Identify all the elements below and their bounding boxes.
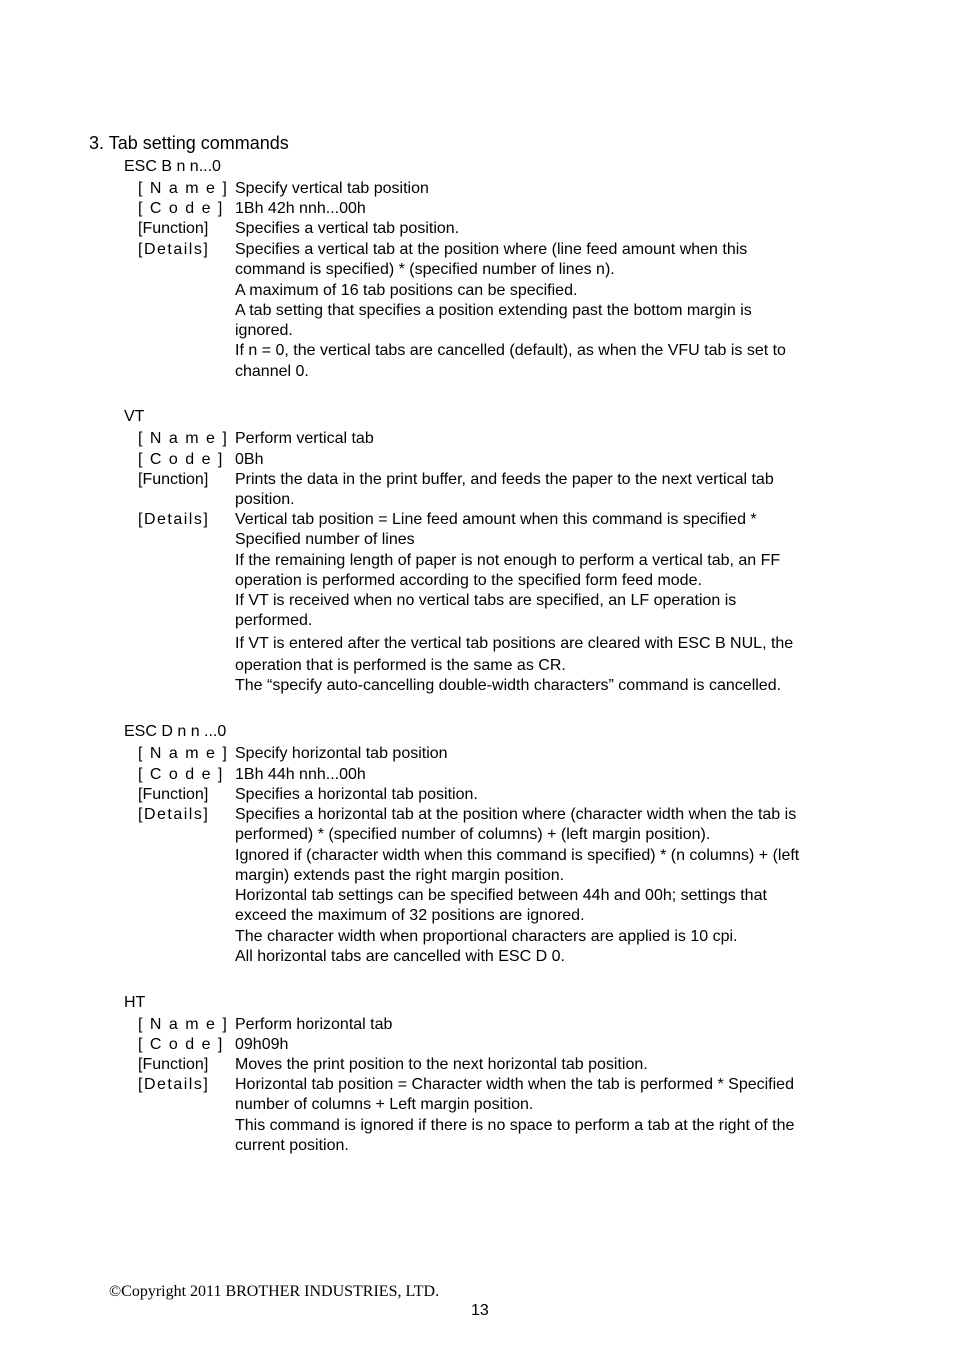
details-line: If n = 0, the vertical tabs are cancelled (default), as when the VFU tab is set to [235,342,786,360]
details-line: Horizontal tab settings can be specified between 44h and 00h; settings that [235,887,767,905]
details-line: If VT is entered after the vertical tab positions are cleared with ESC B NUL, the [235,634,794,652]
function-label: [Function] [138,786,209,803]
code-label: [ C o d e ] [138,200,224,217]
function-line: Moves the print position to the next horizontal tab position. [235,1056,648,1073]
details-line: Ignored if (character width when this command is specified) * (n columns) + (left [235,846,800,864]
name-label: [ N a m e ] [138,1016,229,1033]
details-label: [Details] [138,241,210,258]
details-line: Specifies a horizontal tab at the position where (character width when the tab is [235,806,797,823]
function-label: [Function] [138,471,209,488]
copyright-notice: ©Copyright 2011 BROTHER INDUSTRIES, LTD. [109,1283,440,1300]
name-text: Specify vertical tab position [235,180,429,197]
details-line: A maximum of 16 tab positions can be specified. [235,281,578,299]
details-line: Horizontal tab position = Character width when the tab is performed * Specified [235,1076,794,1093]
code-label: [ C o d e ] [138,766,224,783]
details-line: If VT is received when no vertical tabs are specified, an LF operation is [235,592,737,610]
function-row [138,785,868,805]
command-title: VT [124,408,145,425]
details-line: margin) extends past the right margin position. [235,866,565,884]
details-line: All horizontal tabs are cancelled with ESC D 0. [235,948,565,966]
function-row [138,219,868,239]
function-line: Specifies a horizontal tab position. [235,786,478,803]
details-row [138,510,868,697]
command-title: ESC B n n...0 [124,158,221,175]
details-line: channel 0. [235,362,309,380]
details-label: [Details] [138,806,210,823]
details-line: If the remaining length of paper is not enough to perform a vertical tab, an FF [235,551,781,569]
details-row [138,1075,868,1156]
function-label: [Function] [138,220,209,237]
function-row [138,470,868,511]
page-number: 13 [471,1302,489,1319]
code-text: 09h09h [235,1036,289,1053]
details-line: command is specified) * (specified number of lines n). [235,261,615,279]
name-text: Perform vertical tab [235,430,374,447]
details-line: performed. [235,612,313,630]
code-label: [ C o d e ] [138,1036,224,1053]
command-title: HT [124,994,146,1011]
name-text: Perform horizontal tab [235,1016,393,1033]
name-row [138,1015,868,1035]
name-row [138,744,868,764]
details-line: Vertical tab position = Line feed amount when this command is specified * [235,511,757,528]
details-line: A tab setting that specifies a position extending past the bottom margin is [235,301,752,319]
details-line: Specified number of lines [235,531,415,549]
code-text: 1Bh 44h nnh...00h [235,766,366,783]
name-label: [ N a m e ] [138,745,229,762]
details-label: [Details] [138,1076,210,1093]
section-title: 3. Tab setting commands [89,133,289,153]
name-row [138,429,868,449]
details-line: performed) * (specified number of columns) + (left margin position). [235,826,711,844]
command-title: ESC D n n ...0 [124,723,227,740]
name-text: Specify horizontal tab position [235,745,448,762]
name-label: [ N a m e ] [138,430,229,447]
details-line: ignored. [235,322,293,340]
code-text: 0Bh [235,451,264,468]
details-row [138,805,868,967]
details-line: exceed the maximum of 32 positions are ignored. [235,907,585,925]
code-text: 1Bh 42h nnh...00h [235,200,366,217]
name-row [138,179,868,199]
details-line: number of columns + Left margin position. [235,1096,534,1114]
details-line: operation is performed according to the specified form feed mode. [235,571,702,589]
details-line: The “specify auto-cancelling double-width characters” command is cancelled. [235,677,782,695]
function-row [138,1055,868,1075]
details-line: current position. [235,1136,349,1154]
function-line: Prints the data in the print buffer, and feeds the paper to the next vertical tab [235,471,774,488]
name-label: [ N a m e ] [138,180,229,197]
details-line: This command is ignored if there is no space to perform a tab at the right of the [235,1116,795,1134]
details-label: [Details] [138,511,210,528]
code-row [138,1035,868,1055]
details-line: The character width when proportional characters are applied is 10 cpi. [235,927,738,945]
code-row [138,199,868,219]
function-line: Specifies a vertical tab position. [235,220,460,237]
function-line: position. [235,491,295,509]
function-label: [Function] [138,1056,209,1073]
details-row [138,240,868,382]
code-row [138,765,868,785]
code-row [138,450,868,470]
code-label: [ C o d e ] [138,451,224,468]
details-line: operation that is performed is the same as CR. [235,657,566,675]
details-line: Specifies a vertical tab at the position where (line feed amount when this [235,241,748,258]
